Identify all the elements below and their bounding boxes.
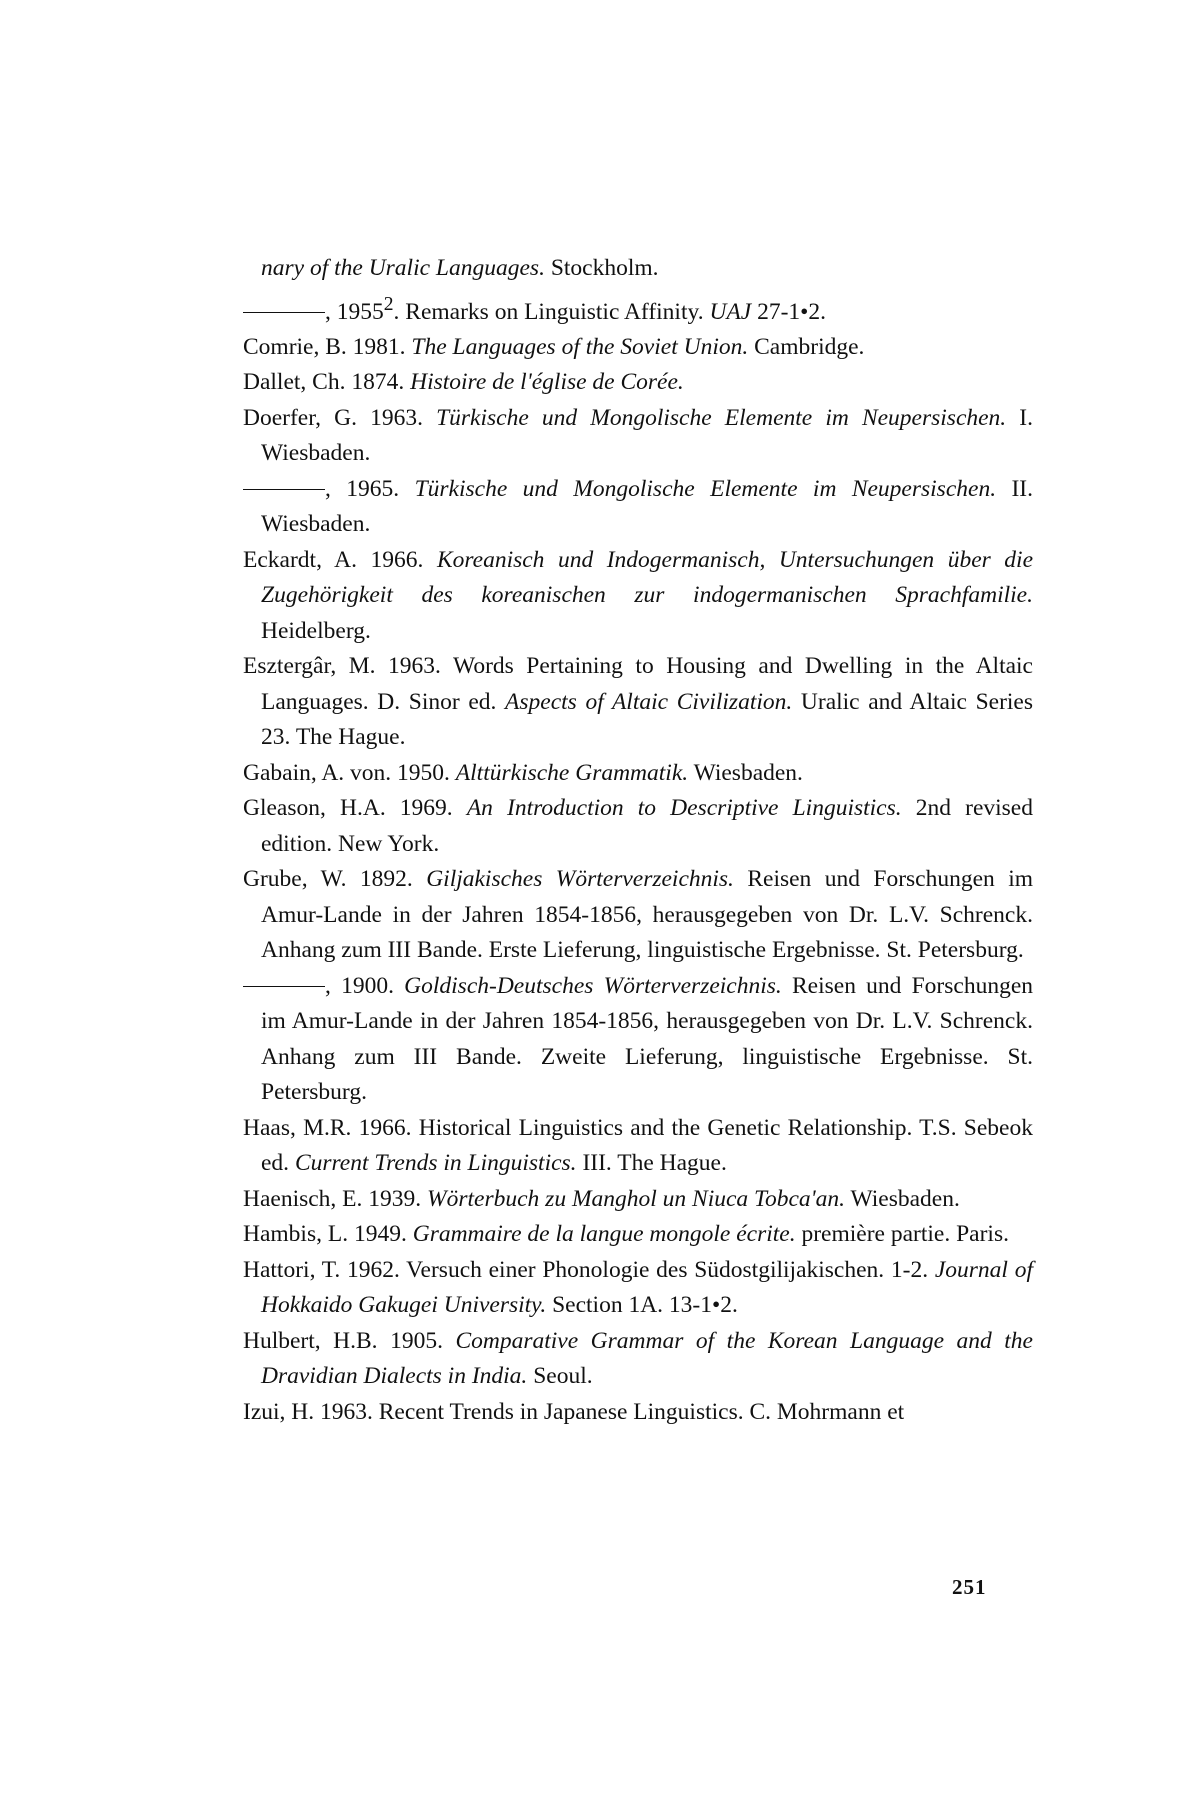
entry-italic-text: Koreanisch und Indogermanisch, Untersuchungen über die Zugehörigkeit des koreanischen zur indogermanischen Sprachfamilie. <box>261 546 1033 609</box>
entry-text: Cambridge. <box>748 333 865 360</box>
bibliography-entry <box>243 1217 1033 1253</box>
bibliography-entry <box>243 330 1033 366</box>
entry-italic-text: Journal of Hokkaido Gakugei University. <box>261 1256 1033 1319</box>
entry-text: Stockholm. <box>544 255 659 281</box>
entry-text: Seoul. <box>527 1363 593 1390</box>
entry-text: 27-1•2. <box>751 298 827 325</box>
bibliography-entry <box>243 756 1033 792</box>
entry-italic-text: Current Trends in Linguistics. <box>294 1150 577 1177</box>
bibliography-entry <box>243 1111 1033 1182</box>
page-number: 251 <box>952 1575 987 1599</box>
entry-text: Heidelberg. <box>261 617 371 644</box>
entry-text: Wiesbaden. <box>688 759 803 786</box>
bibliography-entry <box>243 1182 1033 1218</box>
entry-text: Hambis, L. 1949. <box>243 1221 413 1248</box>
entry-text: , 1900. <box>325 972 405 999</box>
entry-text: Wiesbaden. <box>845 1185 960 1212</box>
entry-text: première partie. Paris. <box>795 1221 1009 1248</box>
entry-text: . Remarks on Linguistic Affinity. <box>393 298 710 325</box>
repeat-author-dash <box>243 312 325 314</box>
entry-text: Dallet, Ch. 1874. <box>243 369 411 396</box>
repeat-author-dash <box>243 986 325 988</box>
entry-text: I. Wiesbaden. <box>261 404 1034 467</box>
entry-italic-text: Giljakisches Wörterverzeichnis. <box>426 866 734 893</box>
entry-text: Doerfer, G. 1963. <box>243 404 437 431</box>
entry-text: Reisen und Forschungen im Amur-Lande in der Jahren 1854-1856, herausgegeben von Dr. L.V. Schrenck. Anhang zum III Bande. Zweite Lieferung, linguistische Ergebnisse. St. Petersburg. <box>261 972 1034 1106</box>
entry-italic-text: nary of the Uralic Languages. <box>261 255 545 281</box>
bibliography-entry <box>243 862 1033 969</box>
entry-italic-text: Grammaire de la langue mongole écrite. <box>412 1221 796 1248</box>
entry-text: Section 1A. 13-1•2. <box>546 1292 738 1319</box>
entry-text: , 1955 <box>325 298 384 325</box>
bibliography-entry <box>243 251 1033 287</box>
entry-text: 2nd revised edition. New York. <box>261 795 1033 857</box>
entry-text: Gleason, H.A. 1969. <box>243 795 467 822</box>
bibliography-entry <box>243 365 1033 401</box>
bibliography-entry <box>243 1324 1033 1395</box>
entry-italic-text: UAJ <box>709 298 752 325</box>
entry-italic-text: An Introduction to Descriptive Linguistics. <box>466 795 902 822</box>
entry-italic-text: Alttürkische Grammatik. <box>455 759 689 786</box>
entry-text: Gabain, A. von. 1950. <box>243 759 456 786</box>
bibliography-entry <box>243 401 1033 472</box>
entry-text: Comrie, B. 1981. <box>243 333 412 360</box>
entry-text: Esztergâr, M. 1963. Words Pertaining to Housing and Dwelling in the Altaic Languages. D. Sinor ed. <box>243 653 1033 715</box>
bibliography-entry <box>243 543 1033 650</box>
entry-text: Grube, W. 1892. <box>243 866 427 893</box>
entry-italic-text: Goldisch-Deutsches Wörterverzeichnis. <box>404 972 782 999</box>
repeat-author-dash <box>243 489 325 491</box>
entry-text: Haenisch, E. 1939. <box>243 1185 428 1212</box>
entry-text: Hattori, T. 1962. Versuch einer Phonologie des Südostgilijakischen. 1-2. <box>243 1256 935 1283</box>
entry-italic-text: Türkische und Mongolische Elemente im Neupersischen. <box>436 404 1007 431</box>
entry-text: III. The Hague. <box>576 1150 727 1177</box>
bibliography-entry <box>243 1253 1033 1324</box>
entry-text: Eckardt, A. 1966. <box>243 546 437 573</box>
entry-italic-text: Wörterbuch zu Manghol un Niuca Tobca'an. <box>427 1185 846 1212</box>
entry-text: Hulbert, H.B. 1905. <box>243 1327 456 1354</box>
bibliography-entry <box>243 649 1033 756</box>
entry-italic-text: Türkische und Mongolische Elemente im Neupersischen. <box>414 475 997 502</box>
entry-text: II. Wiesbaden. <box>261 475 1034 538</box>
bibliography-entry <box>243 1395 1033 1431</box>
entry-text: Haas, M.R. 1966. Historical Linguistics and the Genetic Relationship. T.S. Sebeok ed. <box>243 1114 1033 1177</box>
entry-text: Uralic and Altaic Series 23. The Hague. <box>261 688 1034 751</box>
entry-text: Reisen und Forschungen im Amur-Lande in der Jahren 1854-1856, herausgegeben von Dr. L.V. Schrenck. Anhang zum III Bande. Erste Lieferung, linguistische Ergebnisse. St. Petersburg. <box>261 866 1033 964</box>
bibliography-entry <box>243 287 1033 330</box>
entry-italic-text: The Languages of the Soviet Union. <box>411 333 749 360</box>
bibliography-list <box>243 251 1033 1430</box>
entry-text: Izui, H. 1963. Recent Trends in Japanese Linguistics. C. Mohrmann et <box>243 1398 905 1425</box>
entry-superscript: 2 <box>383 293 394 315</box>
entry-italic-text: Aspects of Altaic Civilization. <box>505 688 793 715</box>
entry-text: , 1965. <box>325 475 415 502</box>
bibliography-entry <box>243 969 1033 1111</box>
bibliography-entry <box>243 791 1033 862</box>
bibliography-entry <box>243 472 1033 543</box>
entry-italic-text: Comparative Grammar of the Korean Language and the Dravidian Dialects in India. <box>261 1327 1033 1390</box>
entry-italic-text: Histoire de l'église de Corée. <box>410 369 684 396</box>
